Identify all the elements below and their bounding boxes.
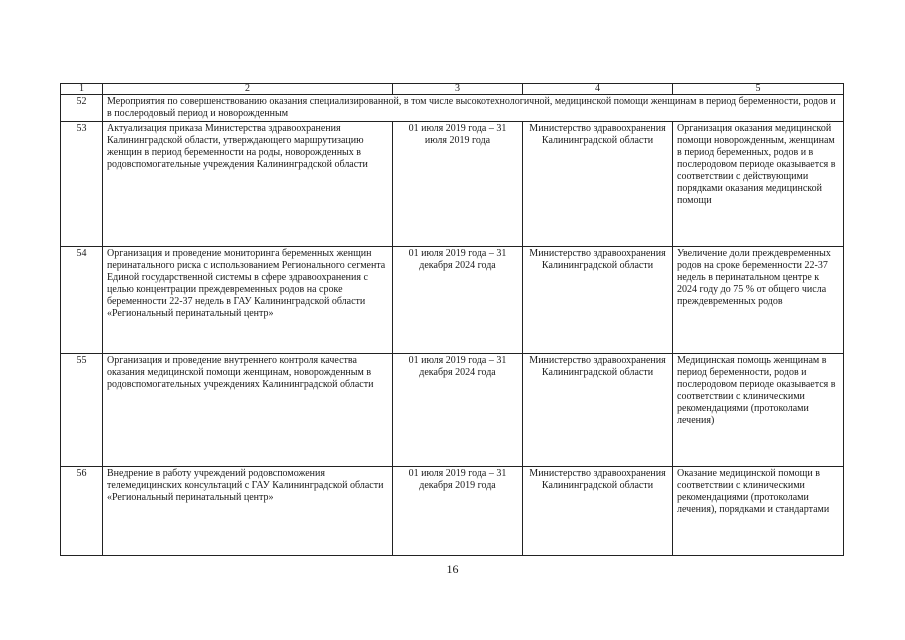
section-title: Мероприятия по совершенствованию оказания специализированной, в том числе высокотехнологичной, медицинской помощи женщинам в период беременности, родов и в послеродовый период и новорожденным [103, 95, 844, 122]
table-row [61, 122, 844, 247]
row-number: 55 [61, 354, 103, 467]
row-number: 53 [61, 122, 103, 247]
result-cell: Медицинская помощь женщинам в период беременности, родов и послеродовом периоде оказывается в соответствии с клиническими рекомендациями (протоколами лечения) [673, 354, 844, 467]
action-cell: Внедрение в работу учреждений родовспоможения телемедицинских консультаций с ГАУ Калининградской области «Региональный перинатальный центр» [103, 467, 393, 556]
responsible-cell: Министерство здравоохранения Калининградской области [523, 354, 673, 467]
action-cell: Организация и проведение внутреннего контроля качества оказания медицинской помощи женщинам, новорожденным в родовспомогательных учреждениях Калининградской области [103, 354, 393, 467]
result-cell: Увеличение доли преждевременных родов на сроке беременности 22-37 недель в перинатальном центре к 2024 году до 75 % от общего числа преждевременных родов [673, 247, 844, 354]
action-cell: Организация и проведение мониторинга беременных женщин перинатального риска с использованием Регионального сегмента Единой государственной системы в сфере здравоохранения с целью концентрации преждевременных родов на сроке беременности 22-37 недель в ГАУ Калининградской области «Региональный перинатальный центр» [103, 247, 393, 354]
header-col-2: 2 [103, 84, 393, 95]
header-col-5: 5 [673, 84, 844, 95]
result-cell: Оказание медицинской помощи в соответствии с клиническими рекомендациями (протоколами лечения), порядками и стандартами [673, 467, 844, 556]
row-number: 56 [61, 467, 103, 556]
period-cell: 01 июля 2019 года – 31 декабря 2019 года [393, 467, 523, 556]
section-row [61, 95, 844, 122]
page-number: 16 [446, 562, 459, 576]
responsible-cell: Министерство здравоохранения Калининградской области [523, 247, 673, 354]
period-cell: 01 июля 2019 года – 31 июля 2019 года [393, 122, 523, 247]
responsible-cell: Министерство здравоохранения Калининградской области [523, 122, 673, 247]
header-col-4: 4 [523, 84, 673, 95]
table-header-row [61, 84, 844, 95]
period-cell: 01 июля 2019 года – 31 декабря 2024 года [393, 354, 523, 467]
action-cell: Актуализация приказа Министерства здравоохранения Калининградской области, утверждающего маршрутизацию женщин в период беременности на роды, новорожденных в родовспомогательные учреждения Калининградской области [103, 122, 393, 247]
table-row [61, 467, 844, 556]
header-col-1: 1 [61, 84, 103, 95]
row-number: 52 [61, 95, 103, 122]
table-row [61, 354, 844, 467]
header-col-3: 3 [393, 84, 523, 95]
period-cell: 01 июля 2019 года – 31 декабря 2024 года [393, 247, 523, 354]
measures-table [60, 83, 844, 556]
result-cell: Организация оказания медицинской помощи новорожденным, женщинам в период беременных, родов и в послеродовом периоде оказывается в соответствии с действующими порядками оказания медицинской помощи [673, 122, 844, 247]
table-row [61, 247, 844, 354]
responsible-cell: Министерство здравоохранения Калининградской области [523, 467, 673, 556]
row-number: 54 [61, 247, 103, 354]
